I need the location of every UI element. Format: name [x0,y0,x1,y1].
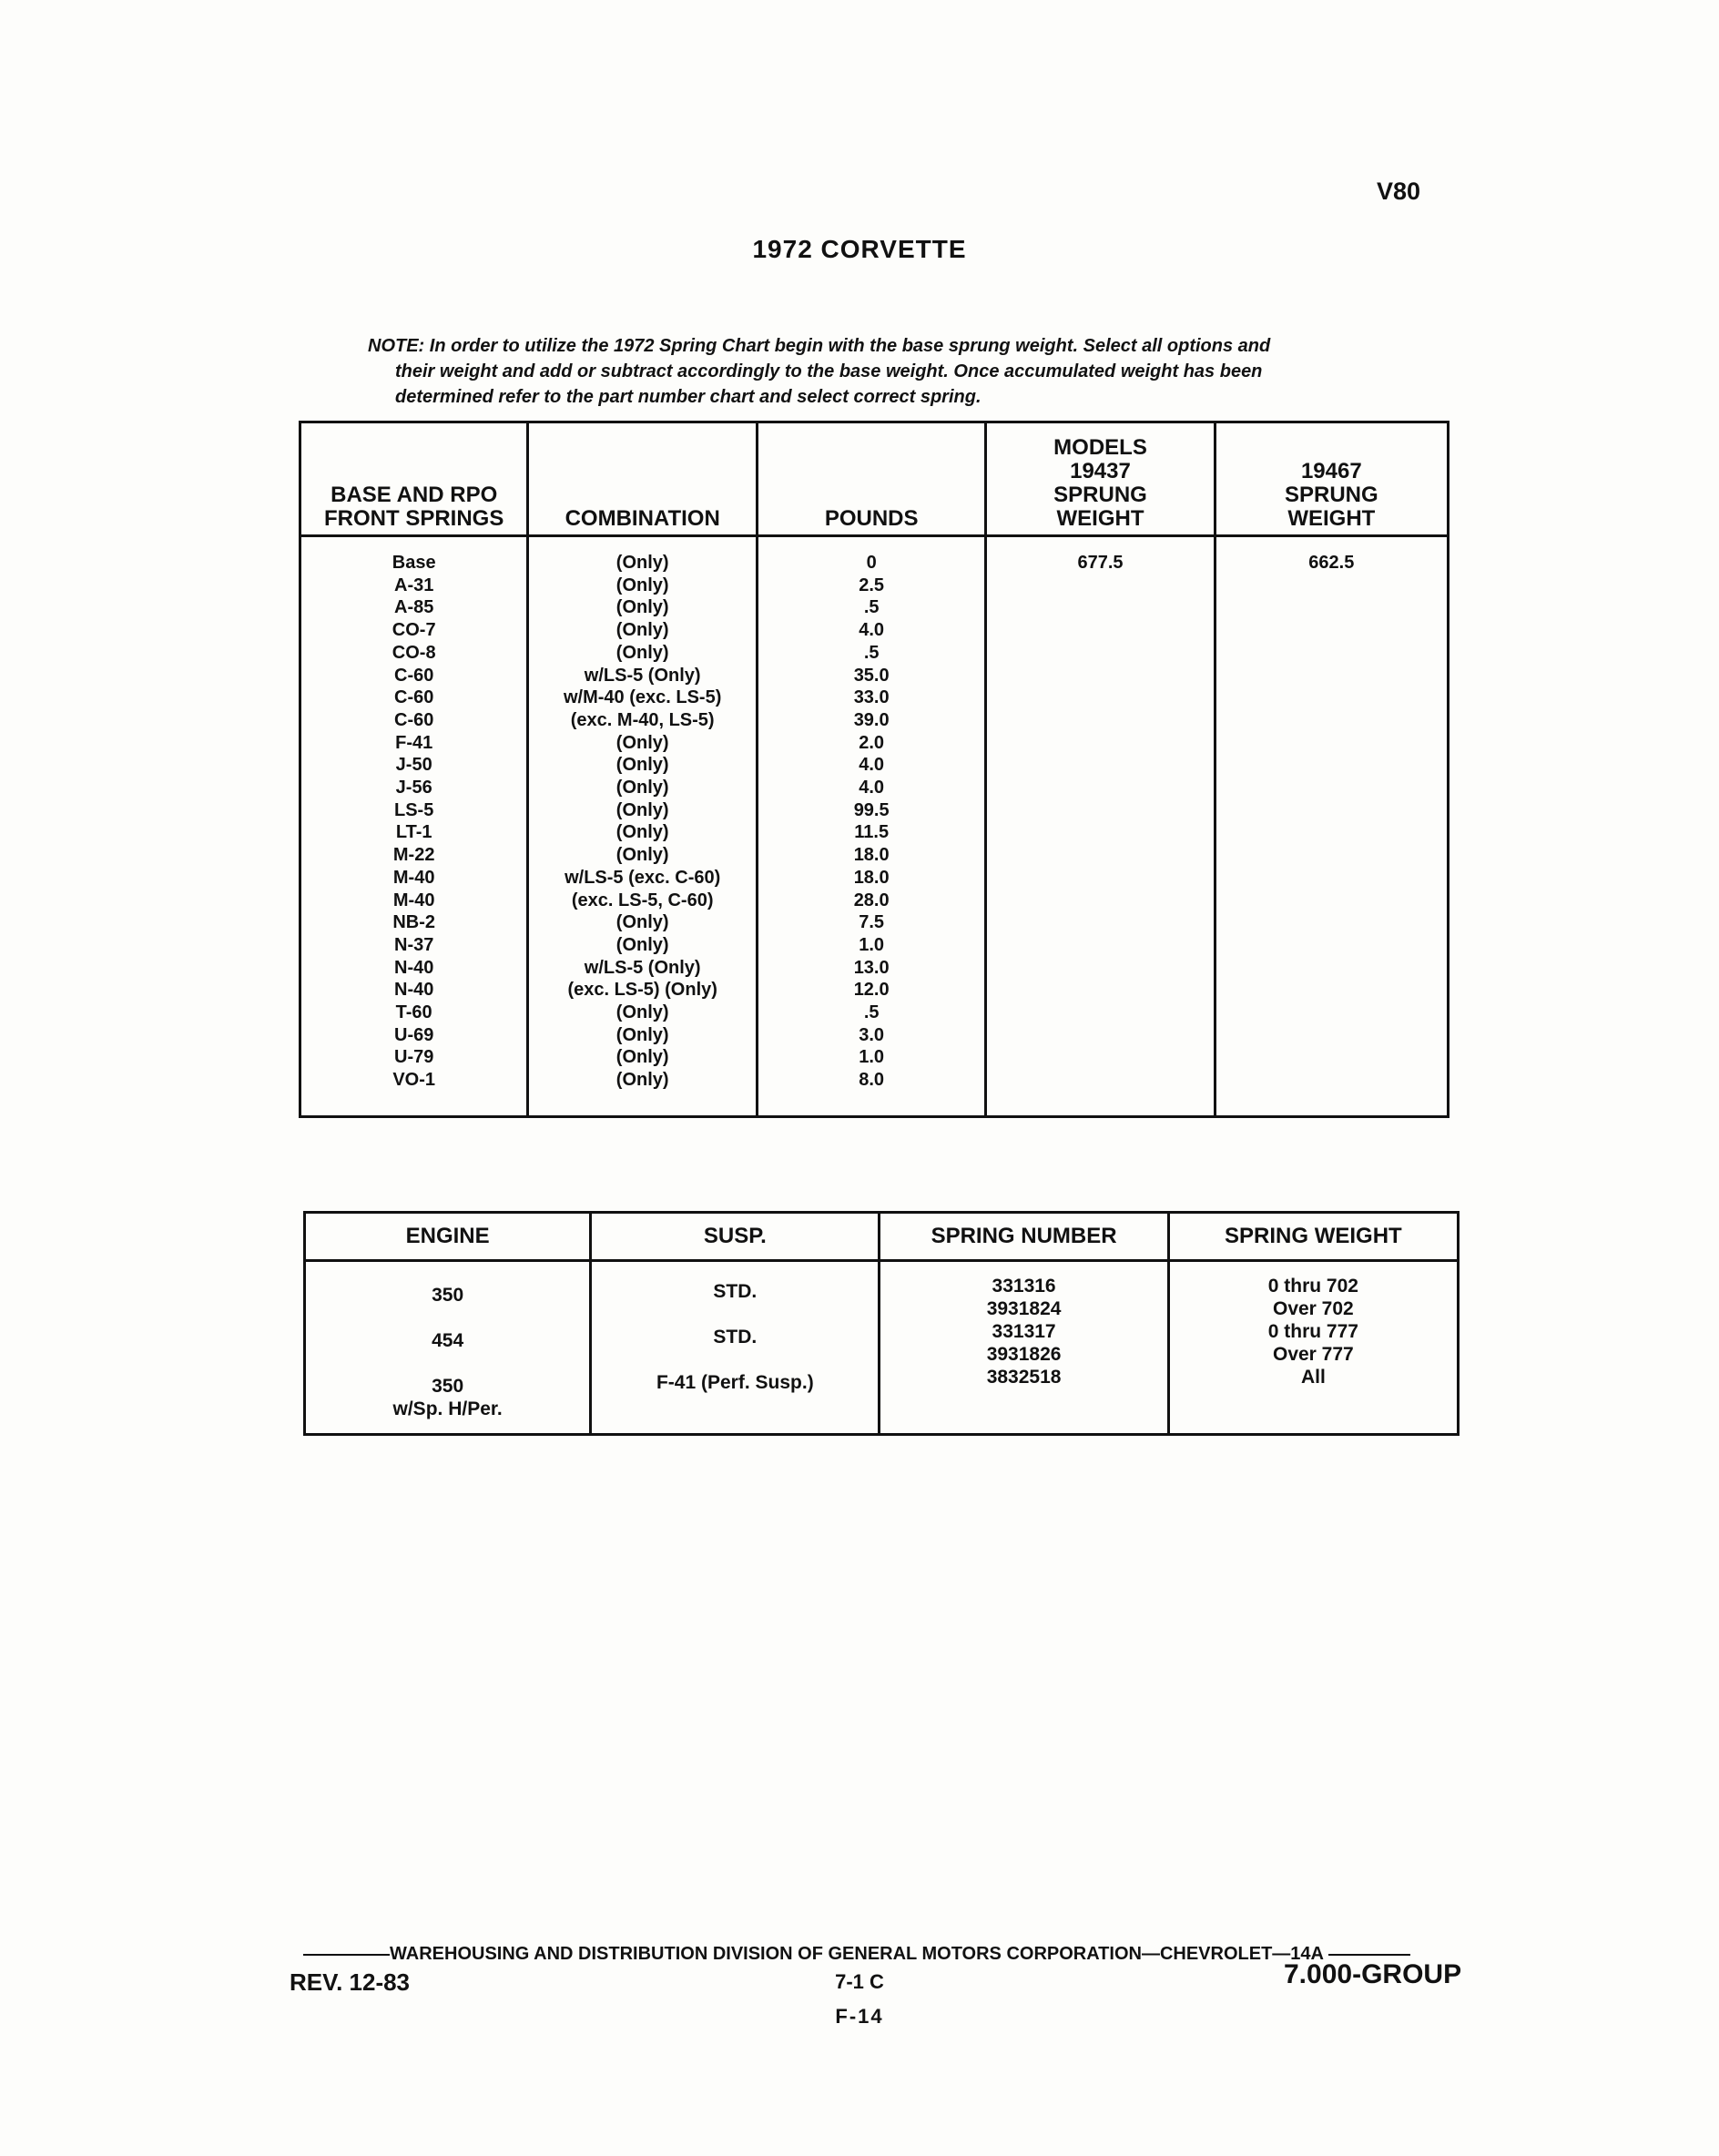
sprung-19467-column [1215,536,1448,1117]
pounds-value: .5 [863,1002,880,1023]
page-number: 7-1 C [835,1970,884,1993]
susp-value: STD. [713,1327,758,1348]
susp-column [591,1261,880,1435]
rpo-code: M-22 [392,845,435,866]
combination-text: (Only) [615,732,669,753]
susp-value: F-41 (Perf. Susp.) [656,1372,814,1393]
combination-text: (Only) [615,553,669,573]
header-combination: COMBINATION [528,422,758,536]
combination-text: w/LS-5 (exc. C-60) [565,867,721,888]
pounds-value: 3.0 [859,1024,885,1045]
pounds-value: 99.5 [853,799,890,820]
rpo-code: C-60 [394,687,434,708]
combination-text: (Only) [615,778,669,798]
rpo-code: VO-1 [392,1070,436,1091]
spring-weight-table [299,421,1449,1118]
spring-weight-value: 0 thru 702 [1267,1276,1358,1297]
rpo-code: A-31 [394,575,434,595]
combination-text: w/LS-5 (Only) [584,957,701,978]
footer-rule-right [1328,1954,1410,1956]
combination-text: (Only) [615,575,669,595]
rpo-code: J-56 [395,778,432,798]
rpo-code: U-69 [394,1024,434,1045]
combination-text: (Only) [615,1070,669,1091]
sheet-number: F-14 [835,2005,884,2028]
rpo-code: C-60 [394,665,434,686]
combination-text: (Only) [615,1047,669,1068]
sprung-19437-column [986,536,1215,1117]
header-pounds: POUNDS [758,422,986,536]
header-spring-weight: SPRING WEIGHT [1168,1213,1458,1261]
rpo-code: F-41 [395,732,433,753]
page-code: V80 [1377,178,1421,205]
revision-date: REV. 12-83 [290,1968,411,1996]
rpo-code: M-40 [392,890,435,910]
header-susp: SUSP. [591,1213,880,1261]
pounds-value: 0 [866,553,877,573]
combination-text: (Only) [615,1024,669,1045]
combination-text: (Only) [615,755,669,776]
pounds-value: 33.0 [853,687,890,708]
pounds-value: 7.5 [859,912,885,933]
page-title: 1972 CORVETTE [752,235,967,263]
rpo-code: LS-5 [394,799,434,820]
combination-text: (Only) [615,934,669,955]
spring-number-value: 3931824 [986,1298,1062,1319]
pounds-value: 4.0 [859,620,885,641]
spring-weight-value: All [1300,1367,1326,1388]
pounds-value: 13.0 [853,957,890,978]
footer-rule-left [303,1954,390,1956]
spring-weight-column [1168,1261,1458,1435]
rpo-code: CO-8 [392,642,436,663]
combination-text: (Only) [615,822,669,843]
combination-text: (Only) [615,642,669,663]
rpo-code: C-60 [394,709,434,730]
pounds-value: 2.0 [859,732,885,753]
susp-value: STD. [713,1281,758,1302]
sprung-weight-19437: 677.5 [1077,553,1124,573]
rpo-code: N-40 [394,980,434,1001]
pounds-value: 8.0 [859,1070,885,1091]
engine-column [305,1261,591,1435]
combination-text: (Only) [615,620,669,641]
sprung-weight-19467: 662.5 [1308,553,1355,573]
rpo-code: NB-2 [392,912,436,933]
pounds-value: 11.5 [854,822,890,843]
engine-value: w/Sp. H/Per. [392,1398,503,1419]
combination-text: (exc. LS-5) (Only) [567,980,717,1001]
rpo-code: T-60 [395,1002,432,1023]
combination-text: w/LS-5 (Only) [584,665,701,686]
combination-text: (Only) [615,845,669,866]
group-number: 7.000-GROUP [1284,1959,1462,1989]
pounds-value: .5 [863,642,880,663]
rpo-code: M-40 [392,867,435,888]
rpo-code: LT-1 [395,822,432,843]
combination-text: w/M-40 (exc. LS-5) [563,687,722,708]
header-models-19437: MODELS 19437 SPRUNG WEIGHT [986,422,1215,536]
pounds-value: 4.0 [859,755,885,776]
pounds-value: 2.5 [859,575,885,595]
pounds-column [758,536,986,1117]
pounds-value: 28.0 [853,890,890,910]
rpo-code: U-79 [394,1047,434,1068]
rpo-code: CO-7 [392,620,436,641]
rpo-code: J-50 [395,755,432,776]
header-spring-number: SPRING NUMBER [880,1213,1168,1261]
spring-number-column [880,1261,1168,1435]
header-base-rpo: BASE AND RPO FRONT SPRINGS [300,422,528,536]
pounds-value: 18.0 [853,845,890,866]
footer-division: WAREHOUSING AND DISTRIBUTION DIVISION OF GENERAL MOTORS CORPORATION—CHEVROLET—14A [390,1944,1324,1964]
spring-number-value: 3931826 [986,1344,1062,1365]
combination-text: (Only) [615,799,669,820]
note-line-2: their weight and add or subtract accordingly to the base weight. Once accumulated weight has been [395,361,1263,381]
rpo-code: A-85 [394,597,434,618]
pounds-value: 1.0 [859,1047,885,1068]
spring-number-value: 331317 [992,1321,1056,1342]
rpo-column [300,536,528,1117]
note-text [368,333,1424,410]
pounds-value: 18.0 [853,867,890,888]
pounds-value: 1.0 [859,934,885,955]
pounds-value: 39.0 [853,709,890,730]
combination-column [528,536,758,1117]
pounds-value: 35.0 [853,665,890,686]
combination-text: (Only) [615,912,669,933]
pounds-value: 4.0 [859,778,885,798]
combination-text: (exc. LS-5, C-60) [571,890,714,910]
pounds-value: 12.0 [853,980,890,1001]
rpo-code: N-40 [394,957,434,978]
spring-weight-value: Over 702 [1272,1298,1354,1319]
spring-part-number-table [303,1211,1460,1436]
note-line-3: determined refer to the part number chart and select correct spring. [395,387,982,407]
rpo-code: Base [392,553,436,573]
engine-value: 350 [432,1376,464,1397]
header-19467: 19467 SPRUNG WEIGHT [1215,422,1448,536]
combination-text: (Only) [615,597,669,618]
header-engine: ENGINE [305,1213,591,1261]
engine-value: 350 [432,1285,464,1306]
spring-weight-value: 0 thru 777 [1267,1321,1358,1342]
combination-text: (exc. M-40, LS-5) [570,709,715,730]
note-line-1: NOTE: In order to utilize the 1972 Spring Chart begin with the base sprung weight. Select all options and [368,336,1271,356]
spring-number-value: 331316 [992,1276,1056,1297]
rpo-code: N-37 [394,934,434,955]
spring-number-value: 3832518 [986,1367,1062,1388]
engine-value: 454 [432,1330,464,1351]
combination-text: (Only) [615,1002,669,1023]
spring-weight-value: Over 777 [1272,1344,1354,1365]
pounds-value: .5 [863,597,880,618]
